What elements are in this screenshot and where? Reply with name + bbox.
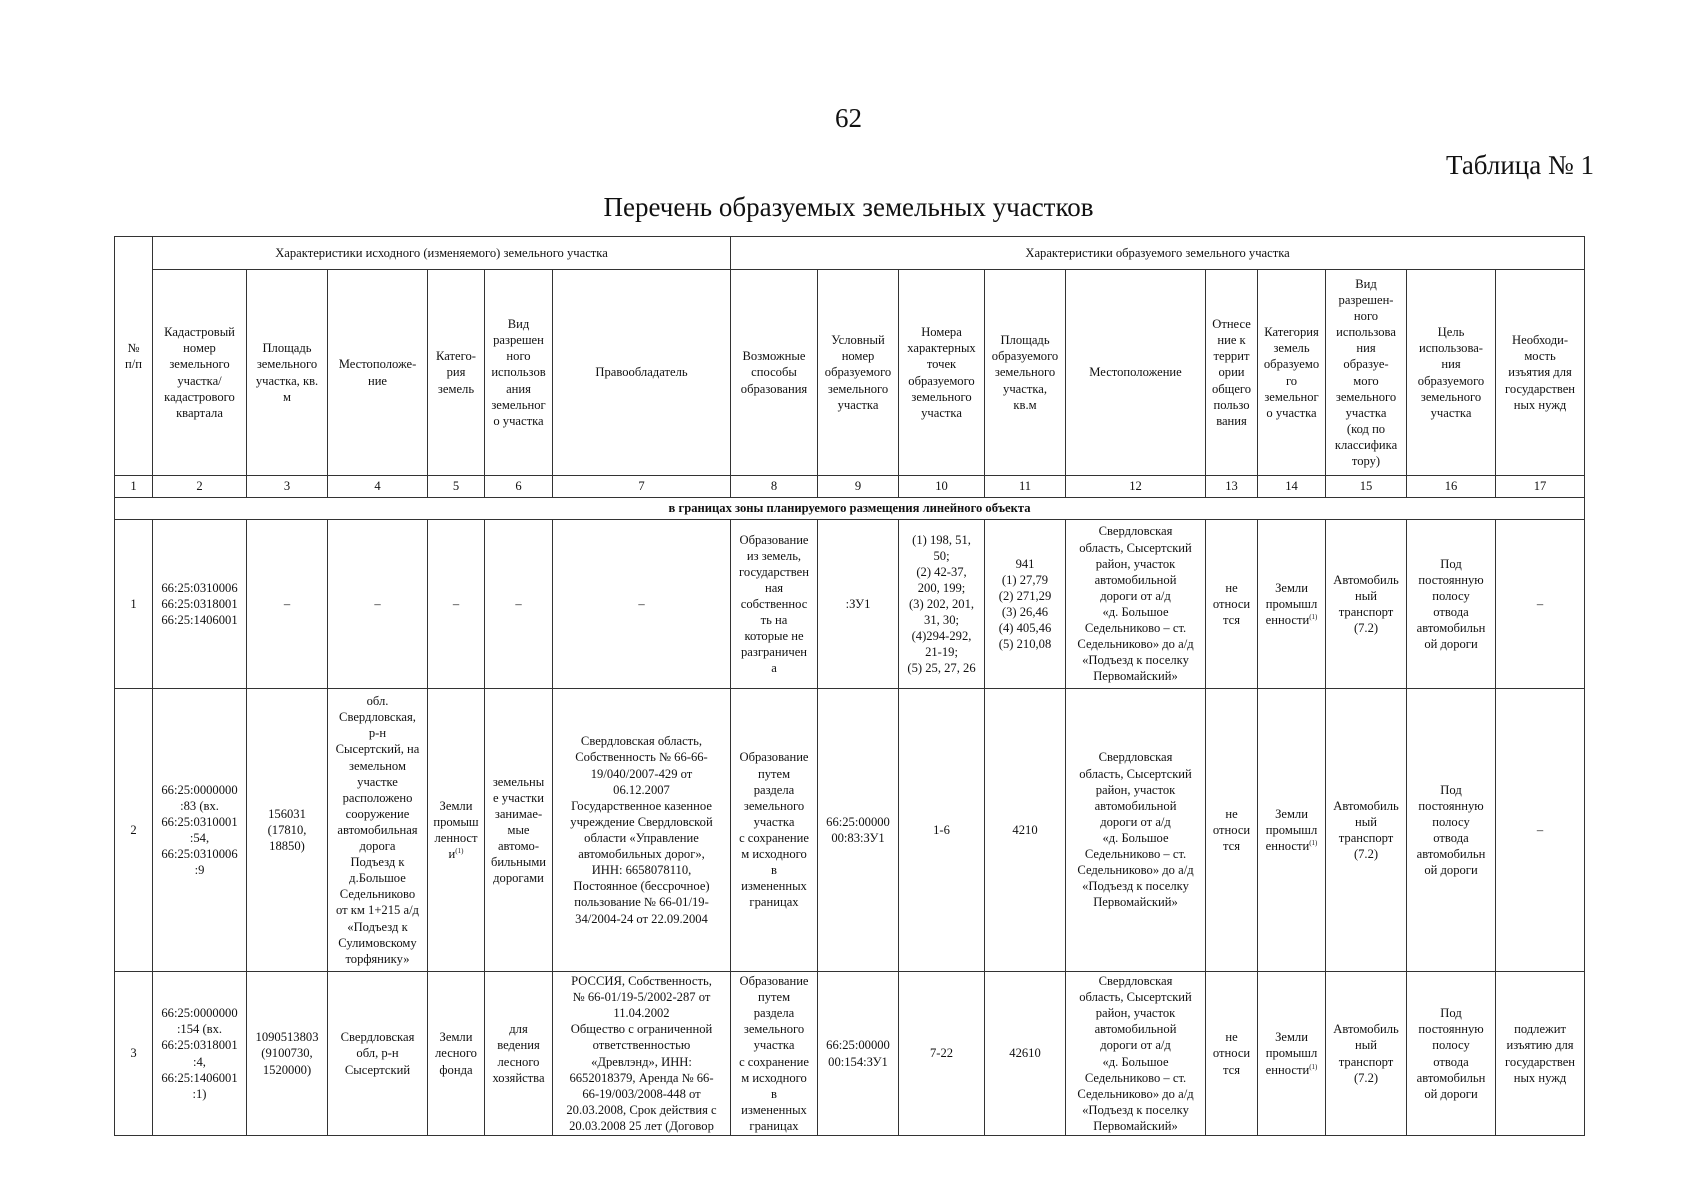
cell-location: Свердловская обл, р-н Сысертский	[328, 972, 428, 1136]
page-number: 62	[835, 103, 862, 133]
column-number: 12	[1066, 476, 1206, 498]
header-location: Местоположе- ние	[328, 270, 428, 476]
column-number: 6	[485, 476, 553, 498]
header-method: Возможные способы образования	[731, 270, 818, 476]
cell-new-category	[1258, 520, 1326, 689]
cell-category	[428, 689, 485, 972]
header-use: Вид разрешен ного использов ания земельног о участка	[485, 270, 553, 476]
column-number: 10	[899, 476, 985, 498]
header-purpose: Цель использова- ния образуемого земельного участка	[1407, 270, 1496, 476]
footnote-mark: (1)	[1309, 1062, 1318, 1071]
cell-owner: РОССИЯ, Собственность, № 66-01/19-5/2002-287 от 11.04.2002 Общество с ограниченной ответственностью «Древлэнд», ИНН: 6652018379, Аренда № 66- 66-19/003/2008-448 от 20.03.2008, Срок действия с 20.03.2008 25 лет (Договор	[553, 972, 731, 1136]
group-header-row	[115, 237, 1585, 270]
cell-method: Образование путем раздела земельного участка с сохранение м исходного в измененных границах	[731, 689, 818, 972]
cell-new-category	[1258, 972, 1326, 1136]
cell-public: не относи тся	[1206, 520, 1258, 689]
cell-owner: –	[553, 520, 731, 689]
footnote-mark: (1)	[1309, 612, 1318, 621]
cell-use: для ведения лесного хозяйства	[485, 972, 553, 1136]
cell-method: Образование из земель, государствен ная собственнос ть на которые не разграничен а	[731, 520, 818, 689]
cell-points: 7-22	[899, 972, 985, 1136]
column-number: 4	[328, 476, 428, 498]
cell-new-category	[1258, 689, 1326, 972]
cell-new-area: 941 (1) 27,79 (2) 271,29 (3) 26,46 (4) 405,46 (5) 210,08	[985, 520, 1066, 689]
cell-cond-num: 66:25:00000 00:154:ЗУ1	[818, 972, 899, 1136]
column-header-row	[115, 270, 1585, 476]
cell-area: 1090513803 (9100730, 1520000)	[247, 972, 328, 1136]
cell-num: 2	[115, 689, 153, 972]
new-category-text: Земли промышл енности	[1265, 1030, 1318, 1077]
cell-new-location: Свердловская область, Сысертский район, участок автомобильной дороги от а/д «д. Большое Седельниково – ст. Седельниково» до а/д «Подъезд к поселку Первомайский»	[1066, 972, 1206, 1136]
cell-public: не относи тся	[1206, 972, 1258, 1136]
new-category-text: Земли промышл енности	[1265, 806, 1318, 854]
cell-new-location: Свердловская область, Сысертский район, участок автомобильной дороги от а/д «д. Большое Седельниково – ст. Седельниково» до а/д «Подъезд к поселку Первомайский»	[1066, 689, 1206, 972]
land-plots-table	[114, 236, 1585, 1136]
header-owner: Правообладатель	[553, 270, 731, 476]
column-number: 1	[115, 476, 153, 498]
column-number: 16	[1407, 476, 1496, 498]
table-row	[115, 972, 1585, 1136]
footnote-mark: (1)	[1309, 838, 1318, 847]
header-new-location: Местоположение	[1066, 270, 1206, 476]
cell-area: 156031 (17810, 18850)	[247, 689, 328, 972]
cell-new-area: 42610	[985, 972, 1066, 1136]
cell-num: 3	[115, 972, 153, 1136]
column-number: 8	[731, 476, 818, 498]
header-seizure: Необходи- мость изъятия для государствен ных нужд	[1496, 270, 1585, 476]
cell-location: обл. Свердловская, р-н Сысертский, на земельном участке расположено сооружение автомобильная дорога Подъезд к д.Большое Седельниково от км 1+215 а/д «Подъезд к Сулимовскому торфянику»	[328, 689, 428, 972]
column-number: 14	[1258, 476, 1326, 498]
column-number: 7	[553, 476, 731, 498]
cell-cond-num: 66:25:00000 00:83:ЗУ1	[818, 689, 899, 972]
cell-category: –	[428, 520, 485, 689]
cell-owner: Свердловская область, Собственность № 66-66- 19/040/2007-429 от 06.12.2007 Государственное казенное учреждение Свердловской области «Управление автомобильных дорог», ИНН: 6658078110, Постоянное (бессрочное) пользование № 66-01/19- 34/2004-24 от 22.09.2004	[553, 689, 731, 972]
cell-points: 1-6	[899, 689, 985, 972]
header-new-area: Площадь образуемого земельного участка, кв.м	[985, 270, 1066, 476]
cell-method: Образование путем раздела земельного участка с сохранение м исходного в измененных границах	[731, 972, 818, 1136]
column-number: 13	[1206, 476, 1258, 498]
column-number: 17	[1496, 476, 1585, 498]
cell-points: (1) 198, 51, 50; (2) 42-37, 200, 199; (3) 202, 201, 31, 30; (4)294-292, 21-19; (5) 25, 27, 26	[899, 520, 985, 689]
cell-new-use: Автомобиль ный транспорт (7.2)	[1326, 520, 1407, 689]
column-number: 5	[428, 476, 485, 498]
cell-public: не относи тся	[1206, 689, 1258, 972]
header-area: Площадь земельного участка, кв. м	[247, 270, 328, 476]
cell-category: Земли лесного фонда	[428, 972, 485, 1136]
header-cadastral: Кадастровый номер земельного участка/ кадастрового квартала	[153, 270, 247, 476]
table-label: Таблица № 1	[1446, 150, 1594, 180]
table-row	[115, 689, 1585, 972]
column-number-row	[115, 476, 1585, 498]
header-public: Отнесе ние к террит ории общего пользо вания	[1206, 270, 1258, 476]
section-row	[115, 498, 1585, 520]
header-formed-group: Характеристики образуемого земельного участка	[731, 237, 1585, 270]
cell-purpose: Под постоянную полосу отвода автомобильн ой дороги	[1407, 972, 1496, 1136]
footnote-mark: (1)	[455, 846, 464, 855]
cell-new-use: Автомобиль ный транспорт (7.2)	[1326, 689, 1407, 972]
cell-area: –	[247, 520, 328, 689]
column-number: 3	[247, 476, 328, 498]
cell-cadastral: 66:25:0310006 66:25:0318001 66:25:1406001	[153, 520, 247, 689]
header-points: Номера характерных точек образуемого земельного участка	[899, 270, 985, 476]
header-new-use: Вид разрешен- ного использова ния образуе- мого земельного участка (код по классифика тору)	[1326, 270, 1407, 476]
category-text: Земли промыш ленност и	[433, 798, 479, 862]
column-number: 2	[153, 476, 247, 498]
cell-use: –	[485, 520, 553, 689]
table-row	[115, 520, 1585, 689]
column-number: 9	[818, 476, 899, 498]
header-new-category: Категория земель образуемо го земельног о участка	[1258, 270, 1326, 476]
cell-cond-num: :ЗУ1	[818, 520, 899, 689]
cell-new-area: 4210	[985, 689, 1066, 972]
cell-use: земельны е участки занимае- мые автомо- бильными дорогами	[485, 689, 553, 972]
cell-new-use: Автомобиль ный транспорт (7.2)	[1326, 972, 1407, 1136]
cell-purpose: Под постоянную полосу отвода автомобильн ой дороги	[1407, 520, 1496, 689]
column-number: 11	[985, 476, 1066, 498]
document-title: Перечень образуемых земельных участков	[603, 192, 1094, 222]
cell-num: 1	[115, 520, 153, 689]
cell-seizure: подлежит изъятию для государствен ных нужд	[1496, 972, 1585, 1136]
cell-seizure: –	[1496, 689, 1585, 972]
cell-location: –	[328, 520, 428, 689]
header-num: № п/п	[115, 237, 153, 476]
cell-new-location: Свердловская область, Сысертский район, участок автомобильной дороги от а/д «д. Большое Седельниково – ст. Седельниково» до а/д «Подъезд к поселку Первомайский»	[1066, 520, 1206, 689]
cell-cadastral: 66:25:0000000 :83 (вх. 66:25:0310001 :54, 66:25:0310006 :9	[153, 689, 247, 972]
header-cond-num: Условный номер образуемого земельного участка	[818, 270, 899, 476]
cell-cadastral: 66:25:0000000 :154 (вх. 66:25:0318001 :4, 66:25:1406001 :1)	[153, 972, 247, 1136]
section-title: в границах зоны планируемого размещения линейного объекта	[115, 498, 1585, 520]
header-source-group: Характеристики исходного (изменяемого) земельного участка	[153, 237, 731, 270]
new-category-text: Земли промышл енности	[1265, 580, 1318, 628]
column-number: 15	[1326, 476, 1407, 498]
header-category: Катего- рия земель	[428, 270, 485, 476]
cell-seizure: –	[1496, 520, 1585, 689]
cell-purpose: Под постоянную полосу отвода автомобильн ой дороги	[1407, 689, 1496, 972]
